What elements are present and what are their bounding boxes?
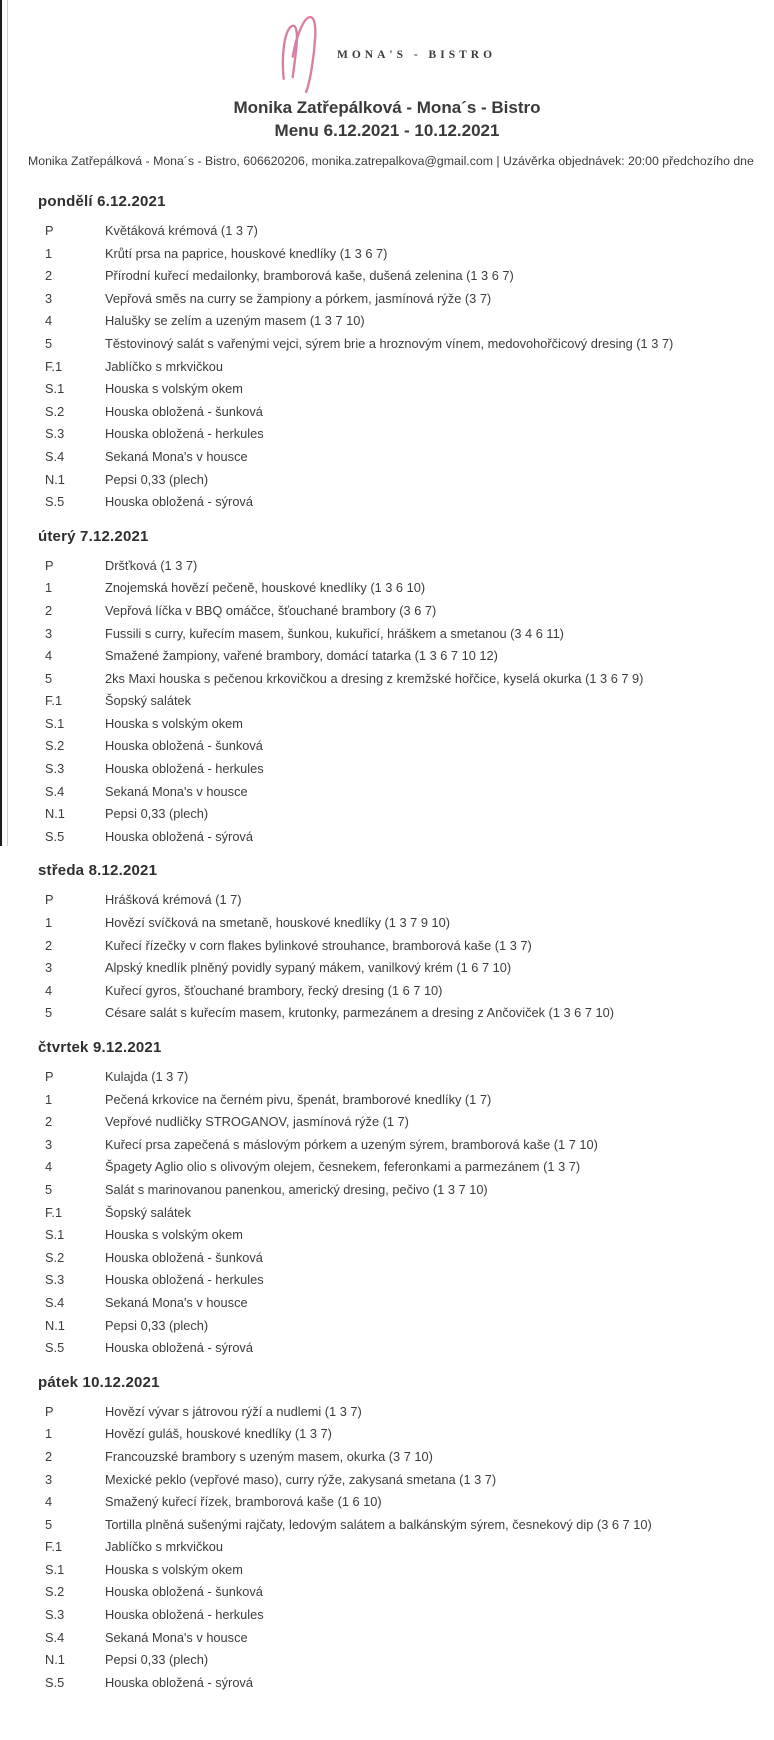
item-text: Špagety Aglio olio s olivovým olejem, česnekem, feferonkami a parmezánem (1 3 7) [105,1159,581,1175]
item-code: 2 [45,1114,53,1130]
menu-item-row [28,735,746,758]
menu-item-row [28,288,746,311]
item-code: 5 [45,335,53,351]
item-code: 4 [45,982,53,998]
item-code: P [45,1069,54,1084]
menu-item-row [28,668,746,691]
item-code: N.1 [45,471,65,487]
item-code: 4 [45,1494,53,1510]
item-text: Houska s volským okem [105,1561,243,1577]
item-code: F.1 [45,358,63,374]
item-code: S.5 [45,828,65,844]
item-code: P [45,557,54,573]
item-text: Smažený kuřecí řízek, bramborová kaše (1 6 10) [105,1494,382,1510]
item-code: S.4 [45,783,65,799]
item-code: 3 [45,1471,53,1487]
item-text: Houska obložená - herkules [105,1607,264,1623]
frame-left-border-inner [7,0,8,846]
item-text: Šopský salátek [105,1204,192,1220]
day-rows [28,1401,746,1695]
item-text: Smažené žampiony, vařené brambory, domácí tatarka (1 3 6 7 10 12) [105,648,498,664]
menu-item-row [28,378,746,401]
item-code: 3 [45,625,53,641]
item-code: S.2 [45,403,65,419]
item-code: 1 [45,1426,53,1442]
item-text: Mexické peklo (vepřové maso), curry rýže, zakysaná smetana (1 3 7) [105,1471,497,1487]
item-code: 3 [45,1136,53,1152]
item-text: Houska obložená - sýrová [105,1340,253,1356]
item-text: Hovězí guláš, houskové knedlíky (1 3 7) [105,1426,332,1442]
menu-item-row [28,491,746,514]
item-text: Hrášková krémová (1 7) [105,892,242,908]
item-code: 5 [45,1181,53,1197]
menu-item-row [28,1627,746,1650]
day-section [28,1039,746,1360]
menu-item-row [28,1423,746,1446]
day-section [28,1374,746,1695]
menu-item-row [28,1089,746,1112]
item-code: 5 [45,670,53,686]
menu-item-row [28,1446,746,1469]
menu-item-row [28,423,746,446]
item-text: Dršťková (1 3 7) [105,557,198,573]
menu-item-row [28,889,746,912]
menu-item-row [28,758,746,781]
menu-item-row [28,1469,746,1492]
item-code: 4 [45,313,53,329]
day-heading: pondělí 6.12.2021 [38,193,166,210]
item-code: S.2 [45,1249,65,1265]
item-text: Houska obložená - herkules [105,1272,264,1288]
item-text: Květáková krémová (1 3 7) [105,223,258,238]
monas-monogram-icon [278,11,324,93]
item-code: P [45,892,54,908]
logo [28,10,746,90]
item-text: Kuřecí řízečky v corn flakes bylinkové strouhance, bramborová kaše (1 3 7) [105,937,532,953]
menu-item-row [28,356,746,379]
item-code: 2 [45,1448,53,1464]
menu-item-row [28,912,746,935]
item-text: Pečená krkovice na černém pivu, špenát, bramborové knedlíky (1 7) [105,1091,492,1107]
menu-item-row [28,781,746,804]
day-section [28,193,746,514]
item-code: S.2 [45,738,65,754]
menu-item-row [28,1247,746,1270]
item-text: Vepřová líčka v BBQ omáčce, šťouchané brambory (3 6 7) [105,602,437,618]
item-code: 3 [45,290,53,306]
item-text: Houska obložená - sýrová [105,828,253,844]
day-rows [28,1066,746,1360]
item-text: Přírodní kuřecí medailonky, bramborová kaše, dušená zelenina (1 3 6 7) [105,268,514,284]
menu-item-row [28,690,746,713]
menu-days [28,193,746,1694]
item-text: Alpský knedlík plněný povidly sypaný mákem, vanilkový krém (1 6 7 10) [105,960,512,976]
menu-item-row [28,1179,746,1202]
menu-item-row [28,1337,746,1360]
menu-item-row [28,310,746,333]
item-text: Houska obložená - šunková [105,403,263,419]
item-code: P [45,1403,54,1419]
item-code: 5 [45,1005,53,1021]
day-heading: středa 8.12.2021 [38,862,158,880]
menu-item-row [28,1401,746,1424]
item-text: Znojemská hovězí pečeně, houskové knedlíky (1 3 6 10) [105,580,426,596]
item-text: 2ks Maxi houska s pečenou krkovičkou a dresing z kremžské hořčice, kyselá okurka (1 3 6 7 9) [105,670,644,686]
item-text: Fussili s curry, kuřecím masem, šunkou, kukuřicí, hráškem a smetanou (3 4 6 11) [105,625,564,641]
item-code: S.1 [45,1561,65,1577]
menu-item-row [28,333,746,356]
menu-item-row [28,1066,746,1089]
day-rows [28,555,746,849]
menu-item-row [28,935,746,958]
menu-item-row [28,645,746,668]
menu-item-row [28,1156,746,1179]
item-code: F.1 [45,1539,63,1555]
item-code: N.1 [45,806,65,822]
menu-item-row [28,1224,746,1247]
item-text: Houska obložená - šunková [105,1249,263,1265]
menu-item-row [28,401,746,424]
item-text: Pepsi 0,33 (plech) [105,1317,209,1333]
item-text: Houska s volským okem [105,715,243,731]
item-text: Houska obložená - herkules [105,761,264,777]
item-text: Houska obložená - šunková [105,1584,263,1600]
item-code: 1 [45,1091,53,1107]
item-text: Tortilla plněná sušenými rajčaty, ledovým salátem a balkánským sýrem, česnekový dip (3 6 7 10) [105,1516,652,1532]
menu-item-row [28,713,746,736]
item-code: S.4 [45,1294,65,1310]
menu-item-row [28,1134,746,1157]
item-code: S.3 [45,761,65,777]
menu-item-row [28,1111,746,1134]
menu-item-row [28,623,746,646]
item-code: 2 [45,268,53,284]
item-text: Kulajda (1 3 7) [105,1069,189,1084]
item-code: F.1 [45,693,63,709]
item-text: Houska obložená - šunková [105,738,263,754]
item-text: Hovězí vývar s játrovou rýží a nudlemi (1 3 7) [105,1403,362,1419]
item-text: Césare salát s kuřecím masem, krutonky, parmezánem a dresing z Ančoviček (1 3 6 7 10) [105,1005,615,1021]
item-code: S.3 [45,426,65,442]
item-text: Houska s volským okem [105,1227,243,1243]
item-text: Pepsi 0,33 (plech) [105,471,209,487]
item-text: Francouzské brambory s uzeným masem, okurka (3 7 10) [105,1448,433,1464]
item-text: Sekaná Mona's v housce [105,448,248,464]
item-code: 3 [45,960,53,976]
item-text: Houska obložená - herkules [105,426,264,442]
contact-info: Monika Zatřepálková - Mona´s - Bistro, 606620206, monika.zatrepalkova@gmail.com | Uzávěrka objednávek: 20:00 předchozího dne [28,154,754,168]
menu-item-row [28,1649,746,1672]
menu-item-row [28,1581,746,1604]
menu-item-row [28,803,746,826]
item-text: Krůtí prsa na paprice, houskové knedlíky (1 3 6 7) [105,245,388,261]
menu-item-row [28,600,746,623]
item-text: Kuřecí prsa zapečená s máslovým pórkem a uzeným sýrem, bramborová kaše (1 7 10) [105,1136,598,1152]
item-text: Houska obložená - sýrová [105,1674,253,1690]
page-title: Monika Zatřepálková - Mona´s - Bistro [233,98,541,117]
item-text: Vepřová směs na curry se žampiony a pórkem, jasmínová rýže (3 7) [105,290,492,306]
menu-item-row [28,1536,746,1559]
menu-item-row [28,1514,746,1537]
item-code: 1 [45,580,53,596]
item-text: Kuřecí gyros, šťouchané brambory, řecký dresing (1 6 7 10) [105,982,443,998]
item-text: Halušky se zelím a uzeným masem (1 3 7 10) [105,313,365,329]
menu-item-row [28,469,746,492]
item-text: Houska s volským okem [105,381,243,397]
item-text: Houska obložená - sýrová [105,494,253,510]
day-heading: pátek 10.12.2021 [38,1373,160,1391]
menu-item-row [28,220,746,243]
menu-item-row [28,980,746,1003]
menu-date-range: Menu 6.12.2021 - 10.12.2021 [274,121,500,140]
menu-item-row [28,957,746,980]
menu-item-row [28,446,746,469]
menu-item-row [28,1672,746,1695]
item-code: S.4 [45,1629,65,1645]
menu-item-row [28,1315,746,1338]
menu-item-row [28,265,746,288]
item-text: Vepřové nudličky STROGANOV, jasmínová rýže (1 7) [105,1114,409,1130]
day-rows [28,220,746,514]
menu-item-row [28,577,746,600]
item-text: Jablíčko s mrkvičkou [105,358,224,374]
frame-left-border-outer [0,0,2,846]
item-text: Jablíčko s mrkvičkou [105,1539,224,1555]
item-code: S.1 [45,381,65,397]
item-code: N.1 [45,1652,65,1668]
menu-item-row [28,1604,746,1627]
item-code: 5 [45,1516,53,1532]
menu-item-row [28,1559,746,1582]
item-text: Šopský salátek [105,693,192,709]
item-text: Salát s marinovanou panenkou, americký dresing, pečivo (1 3 7 10) [105,1181,488,1197]
item-code: S.3 [45,1272,65,1288]
day-heading: úterý 7.12.2021 [38,527,149,545]
item-code: S.4 [45,448,65,464]
day-heading: čtvrtek 9.12.2021 [38,1039,162,1056]
item-text: Hovězí svíčková na smetaně, houskové knedlíky (1 3 7 9 10) [105,915,450,931]
day-rows [28,889,746,1025]
item-code: S.2 [45,1584,65,1600]
item-code: S.3 [45,1607,65,1623]
item-text: Sekaná Mona's v housce [105,783,248,799]
menu-item-row [28,555,746,578]
item-code: P [45,223,54,238]
logo-wordmark: MONA'S - BISTRO [336,49,497,61]
item-text: Pepsi 0,33 (plech) [105,806,209,822]
menu-item-row [28,826,746,849]
item-code: 4 [45,648,53,664]
day-section [28,528,746,849]
item-code: S.1 [45,715,65,731]
item-text: Pepsi 0,33 (plech) [105,1652,209,1668]
item-text: Těstovinový salát s vařenými vejci, sýrem brie a hroznovým vínem, medovohořčicový dresing (1 3 7) [105,335,674,351]
page-header [28,10,754,169]
menu-item-row [28,1202,746,1225]
item-code: 1 [45,245,53,261]
item-code: 2 [45,937,53,953]
item-code: 2 [45,602,53,618]
item-code: S.5 [45,494,65,510]
item-code: S.1 [45,1227,65,1243]
menu-item-row [28,1292,746,1315]
item-code: 1 [45,915,53,931]
menu-item-row [28,1002,746,1025]
menu-item-row [28,243,746,266]
menu-item-row [28,1491,746,1514]
item-code: S.5 [45,1340,65,1356]
item-text: Sekaná Mona's v housce [105,1294,248,1310]
item-code: S.5 [45,1674,65,1690]
item-code: N.1 [45,1317,65,1333]
menu-item-row [28,1269,746,1292]
item-code: 4 [45,1159,53,1175]
item-text: Sekaná Mona's v housce [105,1629,248,1645]
item-code: F.1 [45,1204,63,1220]
day-section [28,862,746,1025]
